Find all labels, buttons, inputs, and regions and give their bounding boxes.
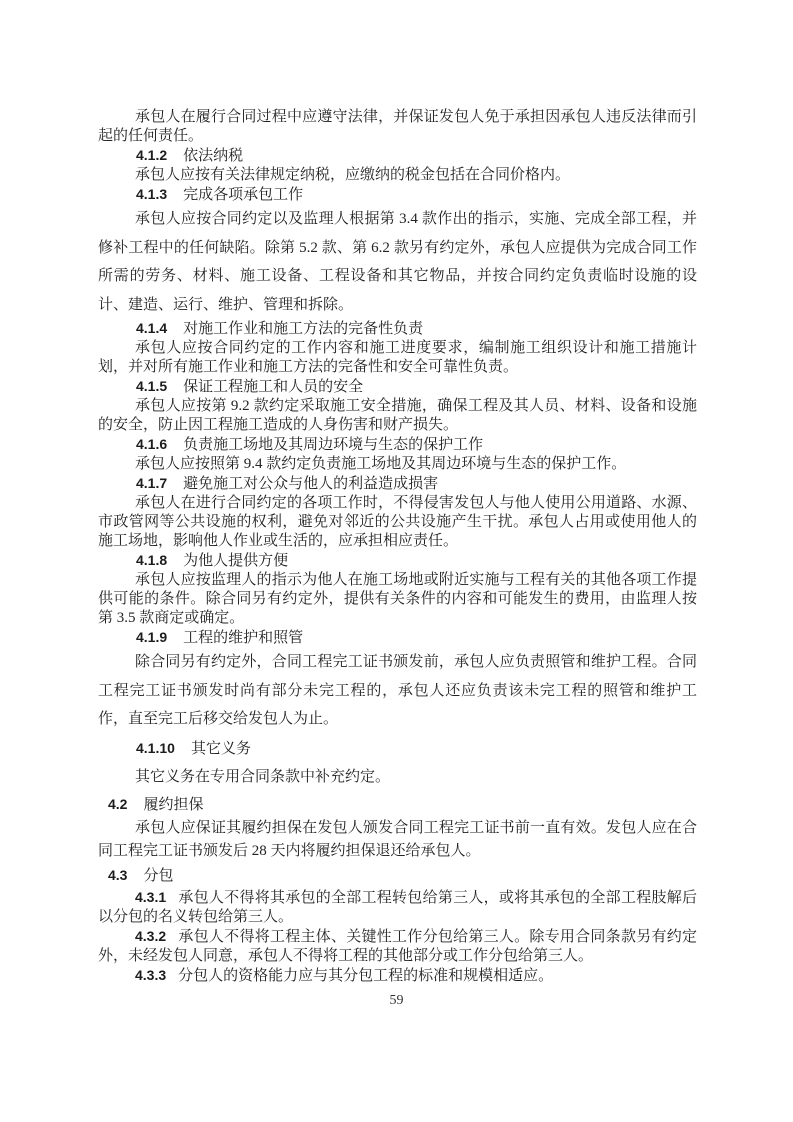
paragraph: 承包人应按监理人的指示为他人在施工场地或附近实施与工程有关的其他各项工作提供可能的条件。除合同另有约定外，提供有关条件的内容和可能发生的费用，由监理人按第 3.5 款商定或确定。 xyxy=(98,572,697,626)
clause-heading-4-1-7 xyxy=(98,474,697,494)
paragraph: 承包人在履行合同过程中应遵守法律，并保证发包人免于承担因承包人违反法律而引起的任何责任。 xyxy=(98,109,697,144)
numbered-paragraph-4-3-2 xyxy=(98,927,697,966)
clause-title: 避免施工对公众与他人的利益造成损害 xyxy=(183,476,439,492)
clause-heading-4-1-10 xyxy=(98,734,697,764)
clause-number: 4.3 xyxy=(108,866,128,883)
clause-number: 4.1.5 xyxy=(136,378,168,394)
paragraph: 其它义务在专用合同条款中补充约定。 xyxy=(135,769,391,785)
paragraph: 承包人应保证其履约担保在发包人颁发合同工程完工证书前一直有效。发包人应在合同工程完工证书颁发后 28 天内将履约担保退还给承包人。 xyxy=(98,819,697,859)
paragraph-text: 承包人不得将工程主体、关键性工作分包给第三人。除专用合同条款另有约定外，未经发包人同意，承包人不得将工程的其他部分或工作分包给第三人。 xyxy=(98,928,697,964)
clause-title: 负责施工场地及其周边环境与生态的保护工作 xyxy=(183,437,484,453)
clause-heading-4-1-8 xyxy=(98,551,697,571)
clause-heading-4-1-5 xyxy=(98,377,697,397)
clause-number: 4.1.3 xyxy=(136,186,168,202)
clause-number: 4.3.1 xyxy=(135,888,167,905)
paragraph-text: 承包人不得将其承包的全部工程转包给第三人，或将其承包的全部工程肢解后以分包的名义转包给第三人。 xyxy=(98,889,697,925)
clause-heading-4-2 xyxy=(98,792,697,817)
clause-number: 4.1.8 xyxy=(136,552,168,568)
clause-heading-4-3 xyxy=(98,863,697,888)
paragraph: 承包人应按照第 9.4 款约定负责施工场地及其周边环境与生态的保护工作。 xyxy=(135,456,627,472)
clause-number: 4.1.10 xyxy=(136,739,175,756)
clause-title: 完成各项承包工作 xyxy=(183,187,304,203)
paragraph: 承包人应按合同约定的工作内容和施工进度要求，编制施工组织设计和施工措施计划，并对所有施工作业和施工方法的完备性和安全可靠性负责。 xyxy=(98,340,697,375)
clause-number: 4.2 xyxy=(108,795,128,812)
clause-number: 4.1.4 xyxy=(136,320,168,336)
paragraph: 承包人应按第 9.2 款约定采取施工安全措施，确保工程及其人员、材料、设备和设施的安全，防止因工程施工造成的人身伤害和财产损失。 xyxy=(98,398,697,433)
paragraph: 除合同另有约定外，合同工程完工证书颁发前，承包人应负责照管和维护工程。合同工程完工证书颁发时尚有部分未完工程的，承包人还应负责该未完工程的照管和维护工作，直至完工后移交给发包人为止。 xyxy=(98,654,697,727)
paragraph: 承包人应按合同约定以及监理人根据第 3.4 款作出的指示，实施、完成全部工程，并修补工程中的任何缺陷。除第 5.2 款、第 6.2 款另有约定外，承包人应提供为完成合同工作所需的劳务、材料、施工设备、工程设备和其它物品，并按合同约定负责临时设施的设计、建造、运行、维护、管理和拆除。 xyxy=(98,211,697,313)
clause-title: 履约担保 xyxy=(143,796,204,813)
clause-heading-4-1-4 xyxy=(98,319,697,339)
clause-number: 4.1.9 xyxy=(136,629,168,645)
clause-title: 保证工程施工和人员的安全 xyxy=(183,379,364,395)
paragraph-text: 分包人的资格能力应与其分包工程的标准和规模相适应。 xyxy=(178,967,554,984)
paragraph: 承包人应按有关法律规定纳税，应缴纳的税金包括在合同价格内。 xyxy=(135,167,571,183)
clause-number: 4.1.7 xyxy=(136,475,168,491)
clause-title: 依法纳税 xyxy=(183,148,244,164)
paragraph: 承包人在进行合同约定的各项工作时，不得侵害发包人与他人使用公用道路、水源、市政管网等公共设施的权利，避免对邻近的公共设施产生干扰。承包人占用或使用他人的施工场地，影响他人作业或生活的，应承担相应责任。 xyxy=(98,495,697,549)
clause-title: 为他人提供方便 xyxy=(183,553,289,569)
clause-heading-4-1-9 xyxy=(98,628,697,648)
clause-title: 工程的维护和照管 xyxy=(183,630,304,646)
numbered-paragraph-4-3-1 xyxy=(98,888,697,927)
numbered-paragraph-4-3-3 xyxy=(98,966,697,986)
clause-heading-4-1-6 xyxy=(98,435,697,455)
clause-number: 4.1.2 xyxy=(136,147,168,163)
clause-title: 对施工作业和施工方法的完备性负责 xyxy=(183,321,424,337)
clause-number: 4.3.2 xyxy=(135,927,167,944)
clause-number: 4.1.6 xyxy=(136,436,168,452)
page-number: 59 xyxy=(389,993,404,1008)
clause-heading-4-1-2 xyxy=(98,146,697,166)
clause-title: 其它义务 xyxy=(190,740,251,757)
clause-title: 分包 xyxy=(143,867,174,884)
clause-number: 4.3.3 xyxy=(135,966,167,983)
document-body xyxy=(98,108,697,986)
clause-heading-4-1-3 xyxy=(98,185,697,205)
